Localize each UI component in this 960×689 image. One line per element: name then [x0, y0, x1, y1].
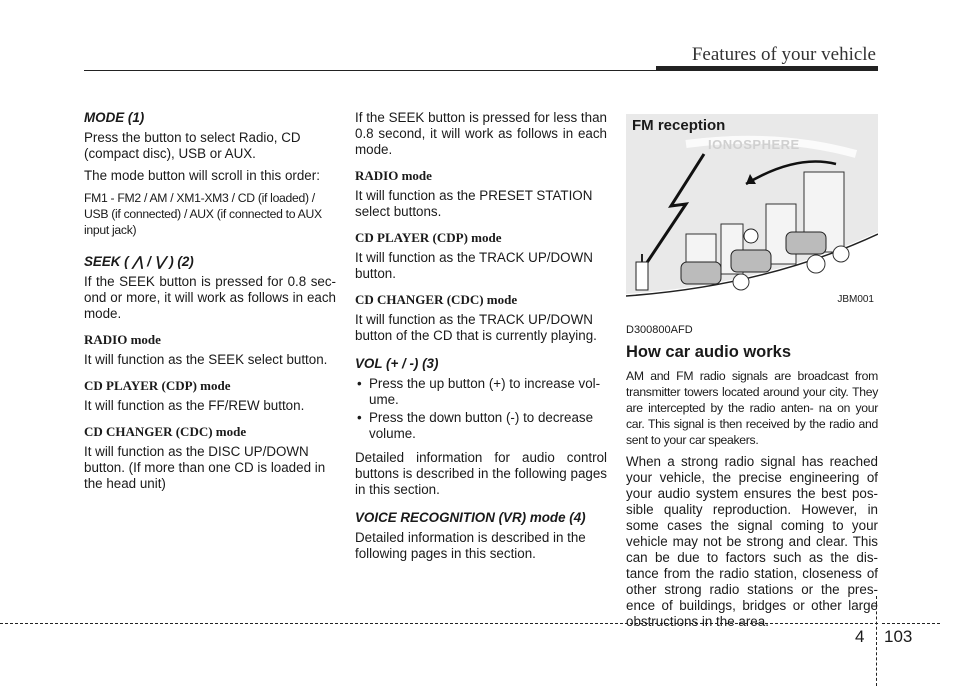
section-text-1: AM and FM radio signals are broadcast from transmitter towers located around your city. They are intercepted by the radio anten- na on your car. This signal is then received by the radio and sent to your car speakers. — [626, 369, 878, 447]
radio-mode-text: It will function as the SEEK select button. — [84, 352, 328, 367]
radio-mode-heading: RADIO mode — [84, 332, 161, 347]
figure-code: JBM001 — [837, 294, 874, 305]
cdp-mode-text: It will function as the FF/REW button. — [84, 398, 305, 413]
cdc-mode-heading: CD CHANGER (CDC) mode — [84, 424, 247, 439]
column-right — [626, 112, 878, 636]
mode-text-1: Press the button to select Radio, CD (compact disc), USB or AUX. — [84, 130, 301, 161]
mode-order-list: FM1 - FM2 / AM / XM1-XM3 / CD (if loaded) / USB (if connected) / AUX (if connected to AUX input jack) — [84, 191, 322, 237]
chapter-number: 4 — [855, 627, 865, 646]
vr-heading: VOICE RECOGNITION (VR) mode (4) — [355, 510, 586, 525]
mode-text-2: The mode button will scroll in this order: — [84, 168, 320, 183]
column-left — [84, 110, 336, 498]
figure-ionosphere-label: IONOSPHERE — [708, 137, 800, 152]
cdc-mode-heading-2: CD CHANGER (CDC) mode — [355, 292, 518, 307]
page-number: 103 — [884, 627, 913, 646]
page-header-title: Features of your vehicle — [691, 44, 876, 65]
cdp-mode-text-2: It will function as the TRACK UP/DOWN button. — [355, 250, 593, 281]
vr-text: Detailed information is described in the following pages in this section. — [355, 530, 586, 561]
section-text-2: When a strong radio signal has reached your vehicle, the precise engineering of your audio system ensures the best pos- sible quality reproduction. However, in some cases the signal coming to your vehicle may not be strong and clear. This can be due to factors such as the dis- tance from the radio station, closeness of other strong radio stations or the pres- ence of buildings, bridges or other large obstructions in the area. — [626, 454, 878, 629]
section-heading: How car audio works — [626, 343, 792, 361]
column-middle — [355, 110, 607, 568]
cdp-mode-heading: CD PLAYER (CDP) mode — [84, 378, 231, 393]
footer-rule — [0, 623, 878, 624]
vol-bullet-up: • Press the up button (+) to increase vol- ume. — [355, 376, 607, 408]
section-code: D300800AFD — [626, 324, 693, 336]
cdc-mode-text: It will function as the DISC UP/DOWN button. (If more than one CD is loaded in the head unit) — [84, 444, 326, 491]
radio-mode-heading-2: RADIO mode — [355, 168, 432, 183]
header-rule-accent — [656, 66, 878, 71]
footer-rule-right — [882, 623, 940, 624]
vol-bullet-down: • Press the down button (-) to decrease volume. — [355, 410, 607, 442]
seek-heading: SEEK ( ⋀ / ⋁ ) (2) — [84, 254, 194, 269]
seek-text: If the SEEK button is pressed for 0.8 sec- ond or more, it will work as follows in each mode. — [84, 274, 336, 321]
seek-short-text: If the SEEK button is pressed for less than 0.8 second, it will work as follows in each mode. — [355, 110, 607, 157]
vol-bullet-list — [355, 376, 607, 442]
radio-mode-text-2: It will function as the PRESET STATION select buttons. — [355, 188, 593, 219]
fm-reception-figure — [626, 114, 878, 312]
figure-title: FM reception — [632, 117, 726, 134]
vol-heading: VOL (+ / -) (3) — [355, 356, 439, 371]
footer-divider — [876, 596, 877, 686]
cdc-mode-text-2: It will function as the TRACK UP/DOWN button of the CD that is currently playing. — [355, 312, 597, 343]
detail-text: Detailed information for audio control buttons is described in the following pages in this section. — [355, 450, 607, 497]
cdp-mode-heading-2: CD PLAYER (CDP) mode — [355, 230, 502, 245]
mode-heading: MODE (1) — [84, 110, 145, 125]
